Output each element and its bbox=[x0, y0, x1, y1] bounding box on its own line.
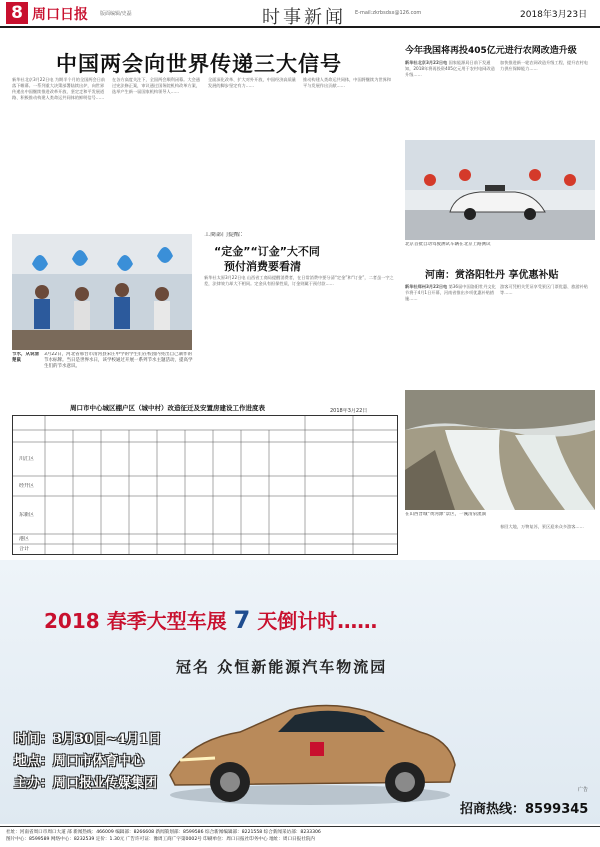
table-title: 周口市中心城区棚户区（城中村）改造征迁及安置房建设工作进度表 bbox=[70, 404, 265, 412]
ad-hotline-label: 招商热线： bbox=[460, 802, 526, 817]
news-photo-students bbox=[12, 234, 192, 350]
ad-headline-prefix: 2018 春季大型车展 bbox=[44, 609, 234, 633]
ad-host-value: 周口报业传媒集团 bbox=[53, 776, 158, 791]
table-district-3: 东新区 bbox=[19, 512, 35, 518]
ad-hotline bbox=[460, 798, 588, 817]
table-grid bbox=[13, 416, 397, 554]
right-source-2: 新华社郑州3月22日电 bbox=[405, 284, 448, 289]
article-body-col2: 在各方高度关注下，全国两会顺利闭幕。大会通过宪法修正案，审议通过国务院机构改革方案，选举产生新一届国家机构领导人…… bbox=[112, 77, 200, 94]
footer-line-1: 社址：河南省周口市周口大道 部 新闻热线：466009 编辑部：8266608 新闻策划部：8599586 综合新闻编辑部：8221558 综合新闻采访部：8233306 bbox=[6, 830, 321, 835]
table-district-4: 港区 bbox=[19, 536, 30, 542]
ad-time-label: 时间： bbox=[14, 732, 54, 747]
right-photo-caption-2: 在山西晋城“黄河源”景区，一溪清泉流淌 bbox=[405, 512, 487, 517]
students-photo-illustration bbox=[12, 234, 192, 350]
right-headline-2: 河南：赏洛阳牡丹 享优惠补贴 bbox=[425, 270, 559, 281]
car-show-advertisement bbox=[0, 560, 600, 824]
email: E-mail:zkrbsdsx@126.com bbox=[355, 10, 422, 16]
ad-host-row bbox=[14, 772, 157, 791]
right-article-1-col2: 加快推进新一轮农网改造升级工程，提升农村电力供应保障能力…… bbox=[500, 60, 588, 71]
right-photo-caption-1: 北京首批自动驾驶测试车辆在北京上路测试 bbox=[405, 242, 491, 247]
article-body-col3: 全面深化改革、扩大对外开放，中国经济高质量发展的脚步坚定有力…… bbox=[208, 77, 296, 88]
ad-venue-label: 地点： bbox=[14, 754, 54, 769]
car-photo-illustration bbox=[405, 140, 595, 240]
photo-caption-title: 节水，从说清楚鼠 bbox=[12, 352, 39, 363]
news-photo-waterfall bbox=[405, 390, 595, 510]
ad-sponsor: 冠名 众恒新能源汽车物流园 bbox=[176, 658, 388, 676]
page-header bbox=[0, 0, 600, 28]
footer-line-2: 图片中心：8599589 网络中心：8232539 定价：1.30元 广告许可证：豫周工商广字第0002号 印刷单位：周口日报社印务中心 地址：周口日报社院内 bbox=[6, 837, 316, 842]
right-caption-body: 春回大地，万物复苏，景区迎来众多游客…… bbox=[500, 524, 584, 529]
article-body-col4: 推动构建人类命运共同体，中国将继续为世界和平与发展作出贡献…… bbox=[303, 77, 391, 88]
section-title: 时事新闻 bbox=[262, 7, 346, 28]
page-footer bbox=[0, 826, 600, 847]
waterfall-photo-illustration bbox=[405, 390, 595, 510]
progress-table bbox=[12, 415, 398, 555]
photo-caption-detail: 3月22日，河北省邢台市清河县宋庄中学的学生们在校园内亮出自己制作的节水标牌。当日是世界水日，该学校通过开展一系列节水主题活动，提高学生们的节水意识。 bbox=[44, 352, 193, 369]
ad-host-label: 主办： bbox=[14, 776, 54, 791]
right-headline-1: 今年我国将再投405亿元进行农网改造升级 bbox=[405, 46, 577, 56]
issue-date: 2018年3月23日 bbox=[520, 10, 588, 20]
ad-hotline-value: 8599345 bbox=[525, 802, 589, 817]
ad-venue-value: 周口市体育中心 bbox=[53, 754, 145, 769]
right-source-1: 新华社北京3月22日电 bbox=[405, 60, 448, 65]
sports-car-image bbox=[160, 670, 460, 810]
right-article-1-col1: 新华社北京3月22日电 国家能源局日前下发通知，2018年将再投资405亿元用于农村电网改造升级…… bbox=[405, 60, 495, 77]
page-number: 8 bbox=[6, 2, 28, 24]
table-district-1: 川汇区 bbox=[19, 456, 35, 462]
table-district-5: 合计 bbox=[19, 546, 30, 552]
ad-venue-row bbox=[14, 750, 144, 769]
middle-headline-line2: 预付消费要看清 bbox=[224, 260, 301, 273]
middle-section-label: 工商部门提醒： bbox=[204, 232, 247, 238]
ad-time-value: 3月30日~4月1日 bbox=[53, 732, 162, 747]
middle-headline-line1: “定金”“订金”大不同 bbox=[214, 245, 320, 258]
article-body-col1: 新华社北京3月22日电 为期半个月的全国两会日前落下帷幕。一系列重大决策部署陆续出炉，向世界传递出中国继续推进改革开放、坚定走和平发展道路、积极推动构建人类命运共同体的鲜明信号…… bbox=[12, 77, 106, 100]
ad-headline-number: 7 bbox=[233, 606, 251, 634]
editor-note: 版面编辑/史磊 bbox=[100, 11, 132, 17]
right-article-2-col1: 新华社郑州3月22日电 第36届中国洛阳牡丹文化节将于4月1日开幕，河南省推出多项优惠补贴措施…… bbox=[405, 284, 496, 301]
news-photo-autonomous-car bbox=[405, 140, 595, 240]
table-date: 2018年3月22日 bbox=[330, 408, 368, 414]
middle-article-body: 新华社太原3月22日电 山西省工商局提醒消费者，在日常消费中要分清“定金”和“订金”，二者虽一字之差，法律效力却大不相同。定金具有担保性质，订金则属于预付款…… bbox=[204, 275, 394, 286]
table-district-2: 经开区 bbox=[19, 483, 35, 489]
right-article-2-col2: 游客可凭相关凭证享受景区门票优惠、旅游补贴等…… bbox=[500, 284, 588, 295]
ad-time-row bbox=[14, 728, 161, 747]
paper-logo: 周口日报 bbox=[32, 7, 88, 23]
ad-headline bbox=[44, 605, 377, 634]
main-headline: 中国两会向世界传递三大信号 bbox=[56, 51, 342, 76]
ad-tag: 广告 bbox=[578, 787, 589, 793]
ad-headline-suffix: 天倒计时…… bbox=[250, 609, 378, 633]
